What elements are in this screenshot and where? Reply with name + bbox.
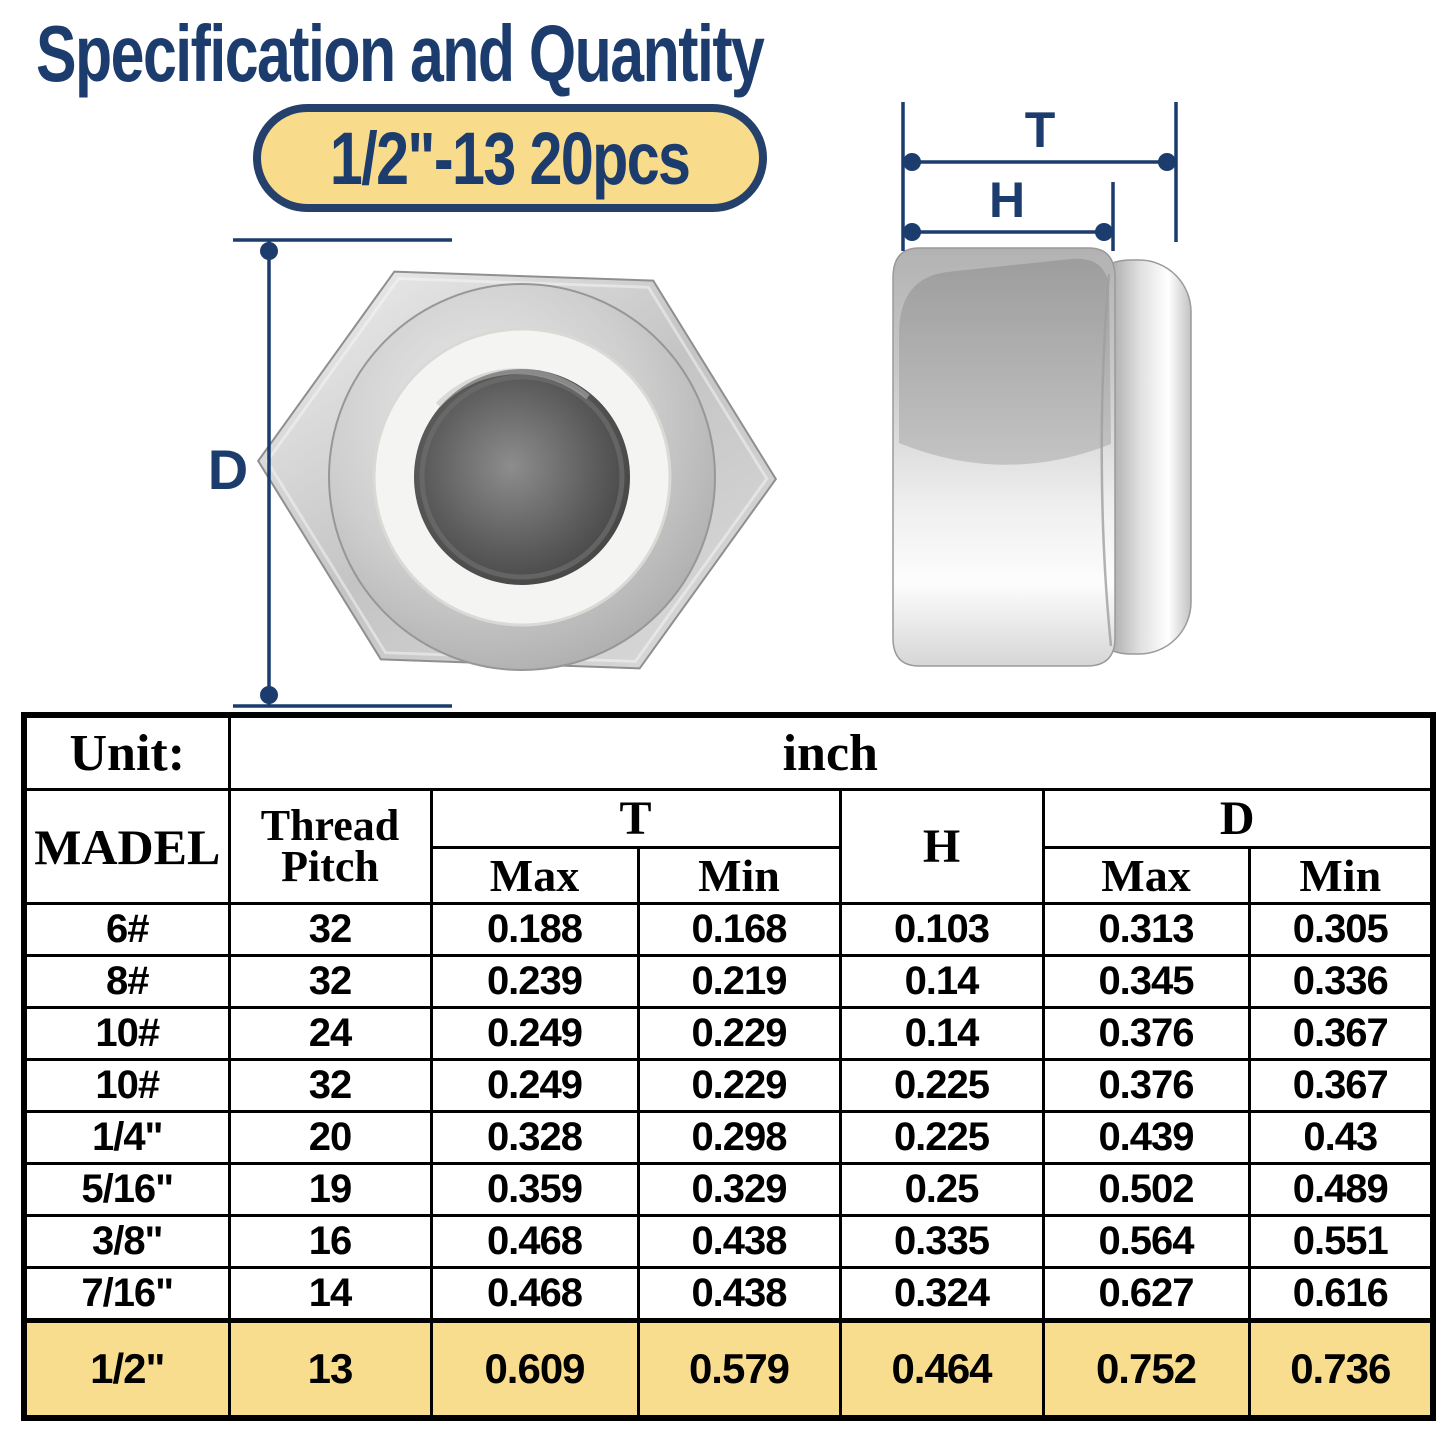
- unit-value-cell: inch: [229, 715, 1433, 790]
- cell-model: 10#: [24, 1060, 229, 1112]
- unit-row: [24, 715, 1433, 790]
- t-arrow-dot-left: [903, 153, 921, 171]
- threaded-hole: [414, 369, 630, 585]
- cell-pitch: 32: [229, 904, 431, 956]
- t-arrow-dot-right: [1158, 153, 1176, 171]
- cell-h: 0.103: [840, 904, 1043, 956]
- cell-pitch: 32: [229, 1060, 431, 1112]
- cell-h: 0.324: [840, 1268, 1043, 1321]
- cell-t-min: 0.168: [638, 904, 840, 956]
- table-row: [24, 1216, 1433, 1268]
- cell-d-max: 0.627: [1043, 1268, 1249, 1321]
- cell-d-min: 0.43: [1249, 1112, 1433, 1164]
- col-header-h: H: [840, 790, 1043, 904]
- cell-t-max: 0.609: [431, 1321, 638, 1419]
- cell-d-max: 0.376: [1043, 1008, 1249, 1060]
- badge-label: 1/2"-13 20pcs: [330, 116, 690, 200]
- cell-t-max: 0.468: [431, 1216, 638, 1268]
- cell-d-max: 0.345: [1043, 956, 1249, 1008]
- cell-t-max: 0.468: [431, 1268, 638, 1321]
- d-arrow-dot-top: [260, 242, 278, 260]
- cell-t-max: 0.328: [431, 1112, 638, 1164]
- cell-t-min: 0.579: [638, 1321, 840, 1419]
- cell-t-min: 0.438: [638, 1216, 840, 1268]
- cell-model: 10#: [24, 1008, 229, 1060]
- cell-t-min: 0.329: [638, 1164, 840, 1216]
- cell-t-min: 0.298: [638, 1112, 840, 1164]
- cell-pitch: 16: [229, 1216, 431, 1268]
- page-title: Specification and Quantity: [36, 9, 764, 98]
- col-header-thread-pitch: [229, 790, 431, 904]
- cell-t-max: 0.188: [431, 904, 638, 956]
- top-facet-shading: [899, 259, 1111, 465]
- cell-d-min: 0.305: [1249, 904, 1433, 956]
- cell-pitch: 32: [229, 956, 431, 1008]
- cell-pitch: 13: [229, 1321, 431, 1419]
- side-view-nut-photo: [893, 248, 1191, 666]
- cell-pitch: 20: [229, 1112, 431, 1164]
- table-row: [24, 1112, 1433, 1164]
- cell-model: 3/8": [24, 1216, 229, 1268]
- cell-d-min: 0.736: [1249, 1321, 1433, 1419]
- table-row: [24, 1164, 1433, 1216]
- cell-t-min: 0.229: [638, 1060, 840, 1112]
- d-arrow-dot-bottom: [260, 686, 278, 704]
- cell-h: 0.335: [840, 1216, 1043, 1268]
- cell-h: 0.225: [840, 1060, 1043, 1112]
- col-header-t: T: [431, 790, 840, 848]
- unit-label-cell: Unit:: [24, 715, 229, 790]
- cell-model: 1/2": [24, 1321, 229, 1419]
- cell-model: 5/16": [24, 1164, 229, 1216]
- h-arrow-dot-right: [1095, 223, 1113, 241]
- thread-label-line1: Thread: [260, 801, 400, 851]
- table-row: [24, 904, 1433, 956]
- cell-d-max: 0.376: [1043, 1060, 1249, 1112]
- cell-d-max: 0.752: [1043, 1321, 1249, 1419]
- cell-d-min: 0.551: [1249, 1216, 1433, 1268]
- t-min-header: Min: [638, 848, 840, 904]
- h-arrow-dot-left: [903, 223, 921, 241]
- col-header-model: MADEL: [24, 790, 229, 904]
- cell-model: 8#: [24, 956, 229, 1008]
- d-dimension-label: D: [207, 438, 249, 501]
- thread-label-line2: Pitch: [281, 841, 379, 891]
- cell-t-max: 0.239: [431, 956, 638, 1008]
- front-view-nut-photo: [251, 267, 782, 673]
- d-min-header: Min: [1249, 848, 1433, 904]
- table-row: [24, 956, 1433, 1008]
- cell-d-max: 0.439: [1043, 1112, 1249, 1164]
- cell-t-min: 0.229: [638, 1008, 840, 1060]
- cell-t-max: 0.249: [431, 1060, 638, 1112]
- cell-pitch: 19: [229, 1164, 431, 1216]
- cell-pitch: 14: [229, 1268, 431, 1321]
- cell-d-max: 0.564: [1043, 1216, 1249, 1268]
- cell-h: 0.14: [840, 1008, 1043, 1060]
- cell-t-min: 0.219: [638, 956, 840, 1008]
- cell-d-max: 0.502: [1043, 1164, 1249, 1216]
- cell-t-min: 0.438: [638, 1268, 840, 1321]
- cell-h: 0.225: [840, 1112, 1043, 1164]
- table-row-highlighted: [24, 1321, 1433, 1419]
- cell-d-min: 0.489: [1249, 1164, 1433, 1216]
- cell-model: 6#: [24, 904, 229, 956]
- cell-d-min: 0.367: [1249, 1060, 1433, 1112]
- table-row: [24, 1008, 1433, 1060]
- cell-d-min: 0.336: [1249, 956, 1433, 1008]
- cell-h: 0.464: [840, 1321, 1043, 1419]
- cell-model: 7/16": [24, 1268, 229, 1321]
- cell-t-max: 0.359: [431, 1164, 638, 1216]
- table-row: [24, 1060, 1433, 1112]
- table-row: [24, 1268, 1433, 1321]
- d-max-header: Max: [1043, 848, 1249, 904]
- t-dimension-label: T: [1024, 102, 1056, 158]
- cell-d-min: 0.367: [1249, 1008, 1433, 1060]
- h-dimension-label: H: [988, 172, 1026, 228]
- cell-t-max: 0.249: [431, 1008, 638, 1060]
- cell-h: 0.25: [840, 1164, 1043, 1216]
- cell-model: 1/4": [24, 1112, 229, 1164]
- dimension-diagram: [0, 85, 1445, 715]
- col-header-d: D: [1043, 790, 1433, 848]
- cell-d-min: 0.616: [1249, 1268, 1433, 1321]
- cell-h: 0.14: [840, 956, 1043, 1008]
- header-group-row: [24, 790, 1433, 848]
- cell-d-max: 0.313: [1043, 904, 1249, 956]
- t-max-header: Max: [431, 848, 638, 904]
- specification-table: [21, 712, 1436, 1421]
- cell-pitch: 24: [229, 1008, 431, 1060]
